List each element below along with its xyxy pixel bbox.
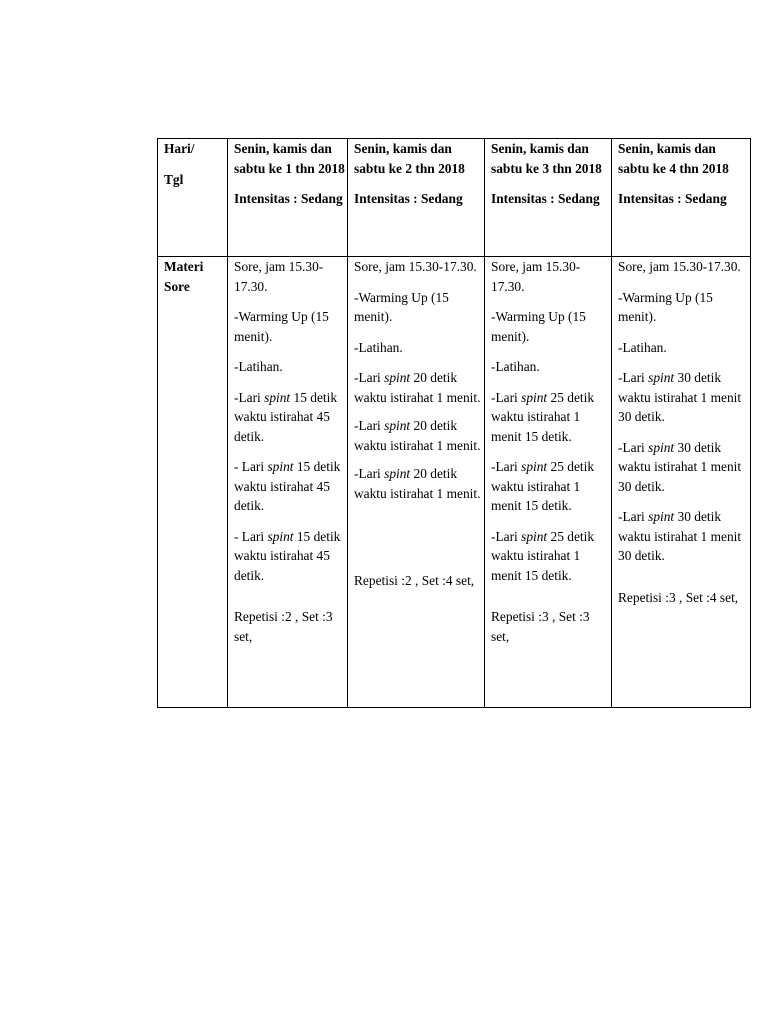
week-intensity: Intensitas : Sedang	[354, 191, 463, 206]
header-tgl-label: Tgl	[164, 171, 184, 187]
table-body-row	[158, 257, 751, 708]
training-schedule-table	[157, 138, 751, 708]
body-cell-week-1	[228, 257, 348, 708]
week-intensity: Intensitas : Sedang	[491, 191, 600, 206]
run-item: -Lari spint 25 detik waktu istirahat 1 menit 15 detik.	[491, 528, 595, 583]
header-hari-label: Hari/	[164, 141, 195, 156]
repetisi-text: Repetisi :3 , Set :3 set,	[491, 609, 590, 644]
latihan-text: -Latihan.	[354, 339, 403, 355]
table-header-row	[158, 139, 751, 257]
header-cell-week-1	[228, 139, 348, 257]
week-intensity: Intensitas : Sedang	[618, 191, 727, 206]
run-item: -Lari spint 30 detik waktu istirahat 1 menit 30 detik.	[618, 509, 742, 563]
repetisi-text: Repetisi :2 , Set :3 set,	[234, 609, 333, 644]
run-item: -Lari spint 30 detik waktu istirahat 1 menit 30 detik.	[618, 439, 742, 494]
row-label-materi-sore	[158, 257, 228, 708]
run-item: -Lari spint 25 detik waktu istirahat 1 menit 15 detik.	[491, 389, 595, 444]
warmup-text: -Warming Up (15 menit).	[234, 309, 329, 344]
run-item: -Lari spint 25 detik waktu istirahat 1 menit 15 detik.	[491, 459, 595, 513]
session-time: Sore, jam 15.30-17.30.	[354, 259, 477, 274]
run-item: - Lari spint 15 detik waktu istirahat 45 detik.	[234, 459, 341, 513]
week-title: Senin, kamis dan sabtu ke 1 thn 2018	[234, 141, 345, 176]
warmup-text: -Warming Up (15 menit).	[491, 309, 586, 344]
materi-sore-label: Materi Sore	[164, 259, 204, 294]
body-cell-week-3	[485, 257, 612, 708]
week-title: Senin, kamis dan sabtu ke 4 thn 2018	[618, 141, 729, 176]
latihan-text: -Latihan.	[618, 339, 667, 355]
week-title: Senin, kamis dan sabtu ke 3 thn 2018	[491, 141, 602, 176]
latihan-text: -Latihan.	[234, 359, 283, 374]
week-intensity: Intensitas : Sedang	[234, 191, 343, 206]
session-time: Sore, jam 15.30-17.30.	[618, 259, 741, 274]
run-item: - Lari spint 15 detik waktu istirahat 45 detik.	[234, 528, 341, 583]
header-cell-hari-tgl	[158, 139, 228, 257]
week-title: Senin, kamis dan sabtu ke 2 thn 2018	[354, 141, 465, 176]
repetisi-text: Repetisi :2 , Set :4 set,	[354, 573, 475, 588]
header-cell-week-2	[348, 139, 485, 257]
header-cell-week-3	[485, 139, 612, 257]
warmup-text: -Warming Up (15 menit).	[618, 289, 713, 324]
run-item: -Lari spint 15 detik waktu istirahat 45 detik.	[234, 389, 338, 444]
warmup-text: -Warming Up (15 menit).	[354, 289, 449, 324]
header-cell-week-4	[612, 139, 751, 257]
body-cell-week-2	[348, 257, 485, 708]
latihan-text: -Latihan.	[491, 359, 540, 374]
run-item: -Lari spint 20 detik waktu istirahat 1 menit.	[354, 466, 481, 501]
run-item: -Lari spint 20 detik waktu istirahat 1 menit.	[354, 370, 481, 405]
repetisi-text: Repetisi :3 , Set :4 set,	[618, 589, 739, 605]
run-item: -Lari spint 30 detik waktu istirahat 1 menit 30 detik.	[618, 370, 742, 424]
body-cell-week-4	[612, 257, 751, 708]
session-time: Sore, jam 15.30-17.30.	[491, 259, 581, 294]
session-time: Sore, jam 15.30-17.30.	[234, 259, 324, 294]
run-item: -Lari spint 20 detik waktu istirahat 1 menit.	[354, 418, 481, 453]
